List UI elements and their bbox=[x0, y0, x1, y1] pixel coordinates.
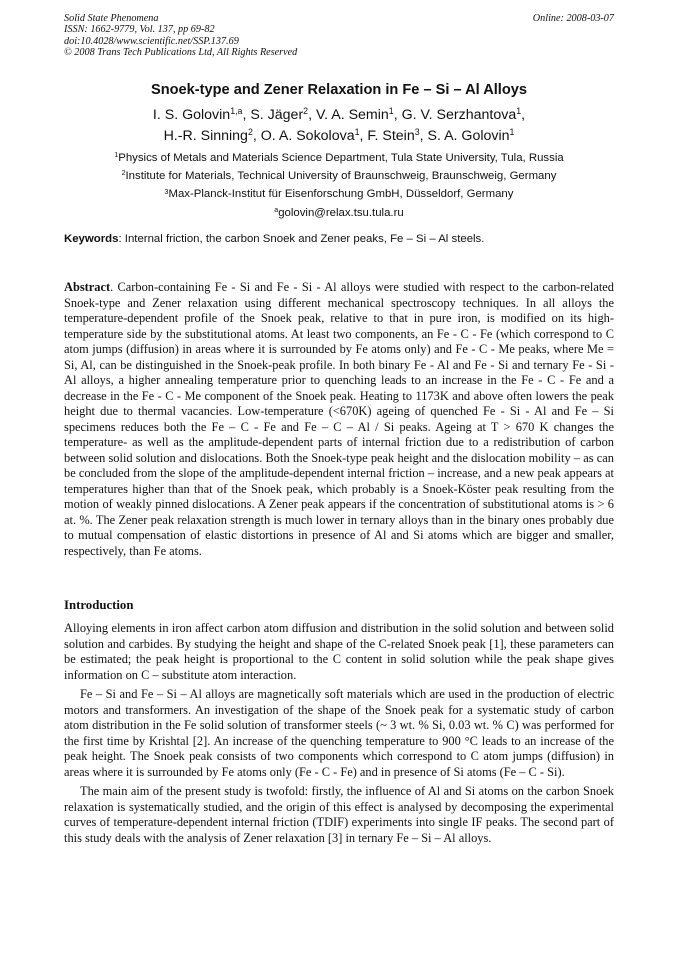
author-list bbox=[0, 106, 678, 147]
journal-doi: doi:10.4028/www.scientific.net/SSP.137.69 bbox=[64, 35, 239, 47]
journal-info bbox=[64, 13, 297, 59]
author-name: S. Jäger bbox=[250, 107, 304, 123]
author-sup: 2 bbox=[303, 106, 309, 117]
keywords bbox=[64, 233, 624, 245]
affiliation-text: Physics of Metals and Materials Science Department, Tula State University, Tula, Russia bbox=[118, 152, 564, 164]
author-name: S. A. Golovin bbox=[427, 127, 510, 144]
author-line-1 bbox=[0, 106, 678, 127]
author-name: V. A. Semin bbox=[315, 107, 389, 123]
affiliation bbox=[0, 168, 678, 186]
online-date: Online: 2008-03-07 bbox=[532, 13, 614, 24]
section-heading: Introduction bbox=[64, 598, 134, 612]
introduction-body bbox=[64, 621, 614, 850]
author-name: I. S. Golovin bbox=[152, 107, 231, 123]
paper-title: Snoek-type and Zener Relaxation in Fe – Si – Al Alloys bbox=[150, 82, 528, 98]
email-text: golovin@relax.tsu.tula.ru bbox=[278, 206, 404, 219]
author-sep: , bbox=[393, 107, 402, 123]
author-sup: 3 bbox=[414, 126, 420, 137]
author-name: F. Stein bbox=[367, 127, 415, 144]
affiliation-sup: 3 bbox=[164, 188, 169, 196]
author-sep: , bbox=[359, 127, 368, 144]
affiliation-text: Max-Planck-Institut für Eisenforschung GmbH, Düsseldorf, Germany bbox=[168, 188, 514, 201]
author-sup: 1 bbox=[354, 126, 360, 137]
author-sup: 1 bbox=[516, 106, 522, 117]
author-name: G. V. Serzhantova bbox=[401, 107, 517, 123]
journal-name: Solid State Phenomena bbox=[64, 13, 159, 24]
email bbox=[0, 205, 678, 223]
paragraph: Alloying elements in iron affect carbon atom diffusion and distribution in the solid solution and between solid solution and carbides. By studying the height and shape of the C-related Snoek peak [1], these parameters can be estimated; the peak height is proportional to the C content in solid solution while the peak shape gives information on C – substitute atom interaction. bbox=[64, 621, 614, 682]
affiliation-text: Institute for Materials, Technical University of Braunschweig, Braunschweig, Germany bbox=[125, 170, 557, 183]
author-sep: , bbox=[521, 107, 526, 123]
keywords-label: Keywords bbox=[64, 233, 119, 245]
affiliation-sup: 1 bbox=[114, 152, 119, 160]
abstract-label: Abstract bbox=[64, 280, 111, 294]
author-sup: 1,a bbox=[230, 106, 243, 117]
affiliation-sup: 2 bbox=[121, 170, 126, 178]
email-sup: a bbox=[274, 206, 279, 214]
author-sup: 1 bbox=[509, 126, 515, 137]
author-line-2 bbox=[0, 127, 678, 148]
paragraph: Fe – Si and Fe – Si – Al alloys are magnetically soft materials which are used in the production of electric motors and transformers. An investigation of the shape of the Snoek peak for a systematic study of carbon atom distribution in the Fe solid solution of transformer steels (~ 3 wt. % Si, 0.03 wt. % C) was performed for the first time by Krishtal [2]. An increase of the quenching temperature to 900 °C leads to an increase of the peak height. The Snoek peak consists of two components which correspond to C atom jumps (diffusion) in areas where it is surrounded by Fe atoms only (Fe - C - Fe) and in presence of Si atoms (Fe – C - Si). bbox=[64, 687, 614, 779]
author-sup: 2 bbox=[247, 126, 253, 137]
author-name: H.-R. Sinning bbox=[163, 127, 248, 144]
keywords-text: : Internal friction, the carbon Snoek and Zener peaks, Fe – Si – Al steels. bbox=[118, 233, 485, 245]
author-sep: , bbox=[242, 107, 251, 123]
affiliation-list bbox=[0, 150, 678, 223]
affiliation bbox=[0, 186, 678, 204]
abstract-text: . Carbon-containing Fe - Si and Fe - Si - Al alloys were studied with respect to the carbon-related Snoek-type and Zener relaxation using different mechanical spectroscopy techniques. In all alloys the temperature-dependent profile of the Snoek peak, relative to that in pure iron, is modified on its high-temperature side by the substitutional atoms. At least two components, an Fe - C - Fe (which correspond to C atom jumps (diffusion) in areas where it is surrounded by Fe atoms only) and Fe - C - Me peaks, where Me = Si, Al, can be distinguished in the Snoek-peak profile. In both binary Fe - Al and Fe - Si and ternary Fe - Si - Al alloys, a higher annealing temperature prior to quenching leads to an increase in the Fe - C - Fe and a decrease in the Fe - C - Me component of the Snoek peak. Heating to 1173K and above often lowers the peak height due to thermal vacancies. Low-temperature (<670K) ageing of quenched Fe - Si - Al and Fe – Si specimens reduces both the Fe – C - Fe and Fe – C – Al / Si peaks. Ageing at T > 670 K changes the temperature- as well as the amplitude-dependent parts of internal friction due to a redistribution of carbon between solid solution and dislocations. Both the Snoek-type peak height and the dislocation mobility – as can be concluded from the slope of the amplitude-dependent internal friction – increase, and a new peak appears at temperatures higher than that of the Snoek peak, which probably is a Snoek-Köster peak resulting from the motion of weakly pinned dislocations. A Zener peak appears if the concentration of substitutional atoms is > 6 at. %. The Zener peak relaxation strength is much lower in ternary alloys than in the binary ones probably due to mutual compensation of elastic distortions in presence of Al and Si atoms which are bigger and smaller, respectively, than Fe atoms. bbox=[64, 280, 614, 558]
author-sup: 1 bbox=[388, 106, 394, 117]
author-sep: , bbox=[419, 127, 428, 144]
author-sep: , bbox=[252, 127, 261, 144]
author-sep: , bbox=[308, 107, 316, 123]
journal-issn: ISSN: 1662-9779, Vol. 137, pp 69-82 bbox=[64, 24, 215, 36]
abstract bbox=[64, 280, 614, 559]
paragraph: The main aim of the present study is twofold: firstly, the influence of Al and Si atoms on the carbon Snoek relaxation is systematically studied, and the origin of this effect is analysed by decomposing the experimental curves of temperature-dependent internal friction (TDIF) experiments into single IF peaks. The second part of this study deals with the analysis of Zener relaxation [3] in ternary Fe – Si – Al alloys. bbox=[64, 784, 614, 845]
author-name: O. A. Sokolova bbox=[260, 127, 355, 144]
journal-copyright: © 2008 Trans Tech Publications Ltd, All Rights Reserved bbox=[64, 47, 298, 59]
affiliation bbox=[0, 150, 678, 168]
